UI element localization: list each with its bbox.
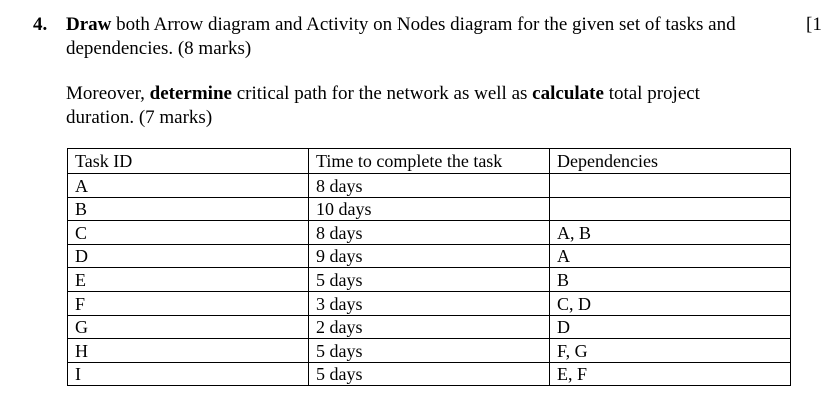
- table-row: [68, 244, 791, 268]
- task-id-cell: H: [68, 339, 309, 363]
- header-time: Time to complete the task: [309, 149, 550, 174]
- task-id-cell: B: [68, 197, 309, 221]
- dependencies-cell: F, G: [550, 339, 791, 363]
- task-id-cell: A: [68, 174, 309, 198]
- dependencies-cell: D: [550, 315, 791, 339]
- task-id-cell: E: [68, 268, 309, 292]
- dependencies-cell: A: [550, 244, 791, 268]
- task-table: [67, 148, 791, 386]
- time-cell: 8 days: [309, 221, 550, 245]
- time-cell: 3 days: [309, 291, 550, 315]
- time-cell: 8 days: [309, 174, 550, 198]
- dependencies-cell: E, F: [550, 362, 791, 386]
- table-row: [68, 174, 791, 198]
- question-followup: [66, 82, 756, 130]
- followup-text-c: total project duration. (7 marks): [66, 83, 700, 128]
- table-row: [68, 315, 791, 339]
- table-row: [68, 268, 791, 292]
- time-cell: 5 days: [309, 339, 550, 363]
- table-row: [68, 362, 791, 386]
- table-row: [68, 339, 791, 363]
- time-cell: 5 days: [309, 268, 550, 292]
- task-id-cell: C: [68, 221, 309, 245]
- time-cell: 9 days: [309, 244, 550, 268]
- header-task-id: Task ID: [68, 149, 309, 174]
- followup-text-a: Moreover,: [66, 83, 150, 104]
- task-id-cell: G: [68, 315, 309, 339]
- time-cell: 10 days: [309, 197, 550, 221]
- table-row: [68, 291, 791, 315]
- task-id-cell: I: [68, 362, 309, 386]
- dependencies-cell: C, D: [550, 291, 791, 315]
- header-dependencies: Dependencies: [550, 149, 791, 174]
- dependencies-cell: A, B: [550, 221, 791, 245]
- instruction-text: both Arrow diagram and Activity on Nodes diagram for the given set of tasks and dependencies. (8 marks): [66, 14, 736, 59]
- dependencies-cell: [550, 174, 791, 198]
- dependencies-cell: [550, 197, 791, 221]
- followup-text-b: critical path for the network as well as: [231, 83, 533, 104]
- table-row: [68, 221, 791, 245]
- task-id-cell: F: [68, 291, 309, 315]
- instruction-verb-draw: Draw: [66, 14, 112, 35]
- question-number: 4.: [33, 14, 48, 35]
- margin-reference: [1: [806, 14, 822, 35]
- table-header-row: [68, 149, 791, 174]
- time-cell: 5 days: [309, 362, 550, 386]
- question-instruction: [66, 13, 786, 61]
- followup-verb-calculate: calculate: [532, 83, 604, 104]
- task-id-cell: D: [68, 244, 309, 268]
- dependencies-cell: B: [550, 268, 791, 292]
- followup-verb-determine: determine: [149, 83, 232, 104]
- table-row: [68, 197, 791, 221]
- time-cell: 2 days: [309, 315, 550, 339]
